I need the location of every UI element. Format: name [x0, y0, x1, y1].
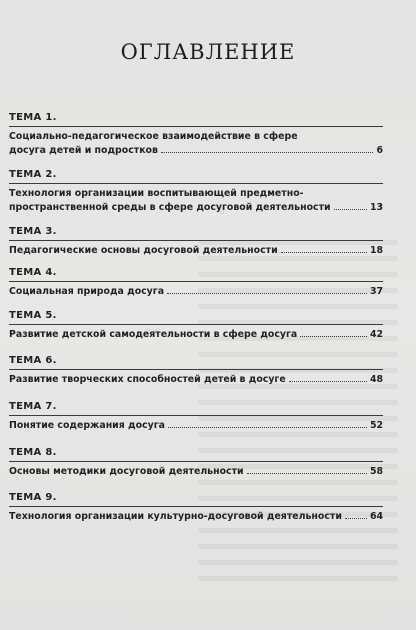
theme-label: ТЕМА 2. [9, 169, 57, 180]
theme-label: ТЕМА 3. [9, 226, 57, 237]
leader-dots [281, 244, 367, 253]
divider [9, 240, 383, 241]
leader-dots [167, 285, 367, 294]
toc-entry-8[interactable] [9, 446, 383, 479]
divider [9, 369, 383, 370]
toc-entry-7[interactable] [9, 400, 383, 433]
entry-title-line: Социально-педагогическое взаимодействие в сфере [9, 131, 298, 142]
page-number: 58 [369, 466, 383, 477]
divider [9, 506, 383, 507]
theme-label: ТЕМА 5. [9, 310, 57, 321]
page-number: 48 [369, 374, 383, 385]
toc-entry-4[interactable] [9, 266, 383, 299]
toc-entry-5[interactable] [9, 309, 383, 342]
leader-dots [345, 510, 367, 519]
entry-title-line: Развитие детской самодеятельности в сфере досуга [9, 329, 298, 340]
entry-title-line: Социальная природа досуга [9, 286, 165, 297]
divider [9, 183, 383, 184]
leader-dots [289, 373, 367, 382]
leader-dots [334, 201, 367, 210]
toc-entry-1[interactable] [9, 111, 383, 157]
leader-dots [247, 465, 367, 474]
entry-title-line: пространственной среды в сфере досуговой деятельности [9, 201, 331, 213]
entry-title-line: Технология организации культурно-досуговой деятельности [9, 511, 342, 522]
divider [9, 461, 383, 462]
page-number: 52 [369, 420, 383, 431]
page-number: 37 [369, 286, 383, 297]
theme-label: ТЕМА 1. [9, 112, 57, 123]
page-number: 64 [369, 511, 383, 522]
entry-title-line: Понятие содержания досуга [9, 420, 165, 431]
toc-entry-6[interactable] [9, 354, 383, 387]
toc-entry-3[interactable] [9, 225, 383, 258]
divider [9, 126, 383, 127]
page-title: ОГЛАВЛЕНИЕ [120, 40, 296, 64]
page-number: 13 [369, 201, 383, 213]
theme-label: ТЕМА 7. [9, 401, 57, 412]
page-number: 6 [376, 144, 383, 156]
divider [9, 281, 383, 282]
toc-entry-9[interactable] [9, 491, 383, 524]
page-number: 18 [369, 245, 383, 256]
divider [9, 415, 383, 416]
divider [9, 324, 383, 325]
entry-title-line: Основы методики досуговой деятельности [9, 466, 244, 477]
entry-title-line: досуга детей и подростков [9, 144, 158, 156]
theme-label: ТЕМА 6. [9, 355, 57, 366]
entry-title-line: Развитие творческих способностей детей в досуге [9, 374, 286, 385]
entry-title-line: Педагогические основы досуговой деятельности [9, 245, 278, 256]
toc-entry-2[interactable] [9, 168, 383, 214]
page-number: 42 [369, 329, 383, 340]
leader-dots [300, 328, 367, 337]
theme-label: ТЕМА 9. [9, 492, 57, 503]
entry-title-line: Технология организации воспитывающей предметно- [9, 188, 304, 199]
leader-dots [161, 144, 374, 153]
theme-label: ТЕМА 4. [9, 267, 57, 278]
theme-label: ТЕМА 8. [9, 447, 57, 458]
leader-dots [168, 419, 367, 428]
